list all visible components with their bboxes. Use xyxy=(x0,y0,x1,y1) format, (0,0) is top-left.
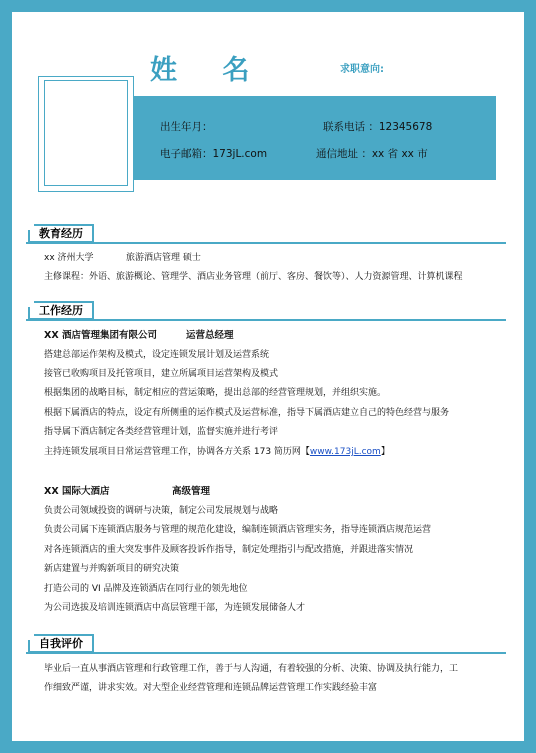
job1-position: 运营总经理 xyxy=(186,330,234,341)
section-divider xyxy=(26,652,506,654)
section-divider xyxy=(26,319,506,321)
job1-duty-last xyxy=(44,444,390,457)
education-courses: 主修课程：外语、旅游概论、管理学、酒店业务管理（前厅、客房、餐饮等）、人力资源管理、计算机课程 xyxy=(44,272,463,282)
job1-last-line-suffix: 】 xyxy=(380,447,390,457)
section-title: 自我评价 xyxy=(28,634,94,653)
education-school: xx 济州大学 xyxy=(44,253,94,263)
birth-date-label: 出生年月： xyxy=(160,121,213,133)
self-eval-section-header xyxy=(26,634,506,654)
job2-position: 高级管理 xyxy=(172,486,211,497)
job2-duty: 对各连锁酒店的重大突发事件及顾客投诉作指导，制定处理指引与配改措施，并跟进落实情况 xyxy=(44,545,414,555)
section-title: 工作经历 xyxy=(28,301,94,320)
job1-duty: 搭建总部运作架构及模式，设定连锁发展计划及运营系统 xyxy=(44,350,270,360)
job1-duty: 根据下属酒店的特点，设定有所侧重的运作模式及运营标准，指导下属酒店建立自己的特色经营与服务 xyxy=(44,408,450,418)
work-section-header xyxy=(26,301,506,321)
self-eval-text: 作细致严谨，讲求实效。对大型企业经营管理和连锁品牌运营管理工作实践经验丰富 xyxy=(44,683,378,693)
address-label: 通信地址 ：xx 省 xx 市 xyxy=(316,148,428,160)
job1-duty: 接管已收购项目及托管项目，建立所属项目运营架构及模式 xyxy=(44,369,279,379)
job2-company: XX 国际大酒店 xyxy=(44,486,110,497)
job1-duty: 根据集团的战略目标，制定相应的营运策略，提出总部的经营管理规划，并组织实施。 xyxy=(44,388,387,398)
name-title: 姓 名 xyxy=(150,55,268,86)
job-intention-label: 求职意向: xyxy=(340,64,384,75)
website-link[interactable]: www.173jL.com xyxy=(309,447,381,457)
job2-duty: 为公司选拔及培训连锁酒店中高层管理干部，为连锁发展储备人才 xyxy=(44,603,306,613)
section-divider xyxy=(26,242,506,244)
education-major: 旅游酒店管理 硕士 xyxy=(126,253,201,263)
email-label: 电子邮箱：173jL.com xyxy=(160,148,268,160)
photo-placeholder xyxy=(44,80,128,186)
job2-duty: 负责公司属下连锁酒店服务与管理的规范化建设，编制连锁酒店管理实务，指导连锁酒店规范运营 xyxy=(44,525,432,535)
education-section-header xyxy=(26,224,506,244)
job1-duty: 指导属下酒店制定各类经营管理计划，监督实施并进行考评 xyxy=(44,427,279,437)
job1-company: XX 酒店管理集团有限公司 xyxy=(44,330,157,341)
job2-duty: 负责公司领域投资的调研与决策，制定公司发展规划与战略 xyxy=(44,506,279,516)
section-title: 教育经历 xyxy=(28,224,94,243)
job2-duty: 新店建置与并购新项目的研究决策 xyxy=(44,564,180,574)
job2-duty: 打造公司的 VI 品牌及连锁酒店在同行业的领先地位 xyxy=(44,584,248,594)
phone-label: 联系电话 ：12345678 xyxy=(323,121,433,133)
self-eval-text: 毕业后一直从事酒店管理和行政管理工作，善于与人沟通，有着较强的分析、决策、协调及执行能力，工 xyxy=(44,664,459,674)
job1-last-line-text: 主持连锁发展项目日常运营管理工作，协调各方关系 173 简历网【 xyxy=(44,447,310,457)
